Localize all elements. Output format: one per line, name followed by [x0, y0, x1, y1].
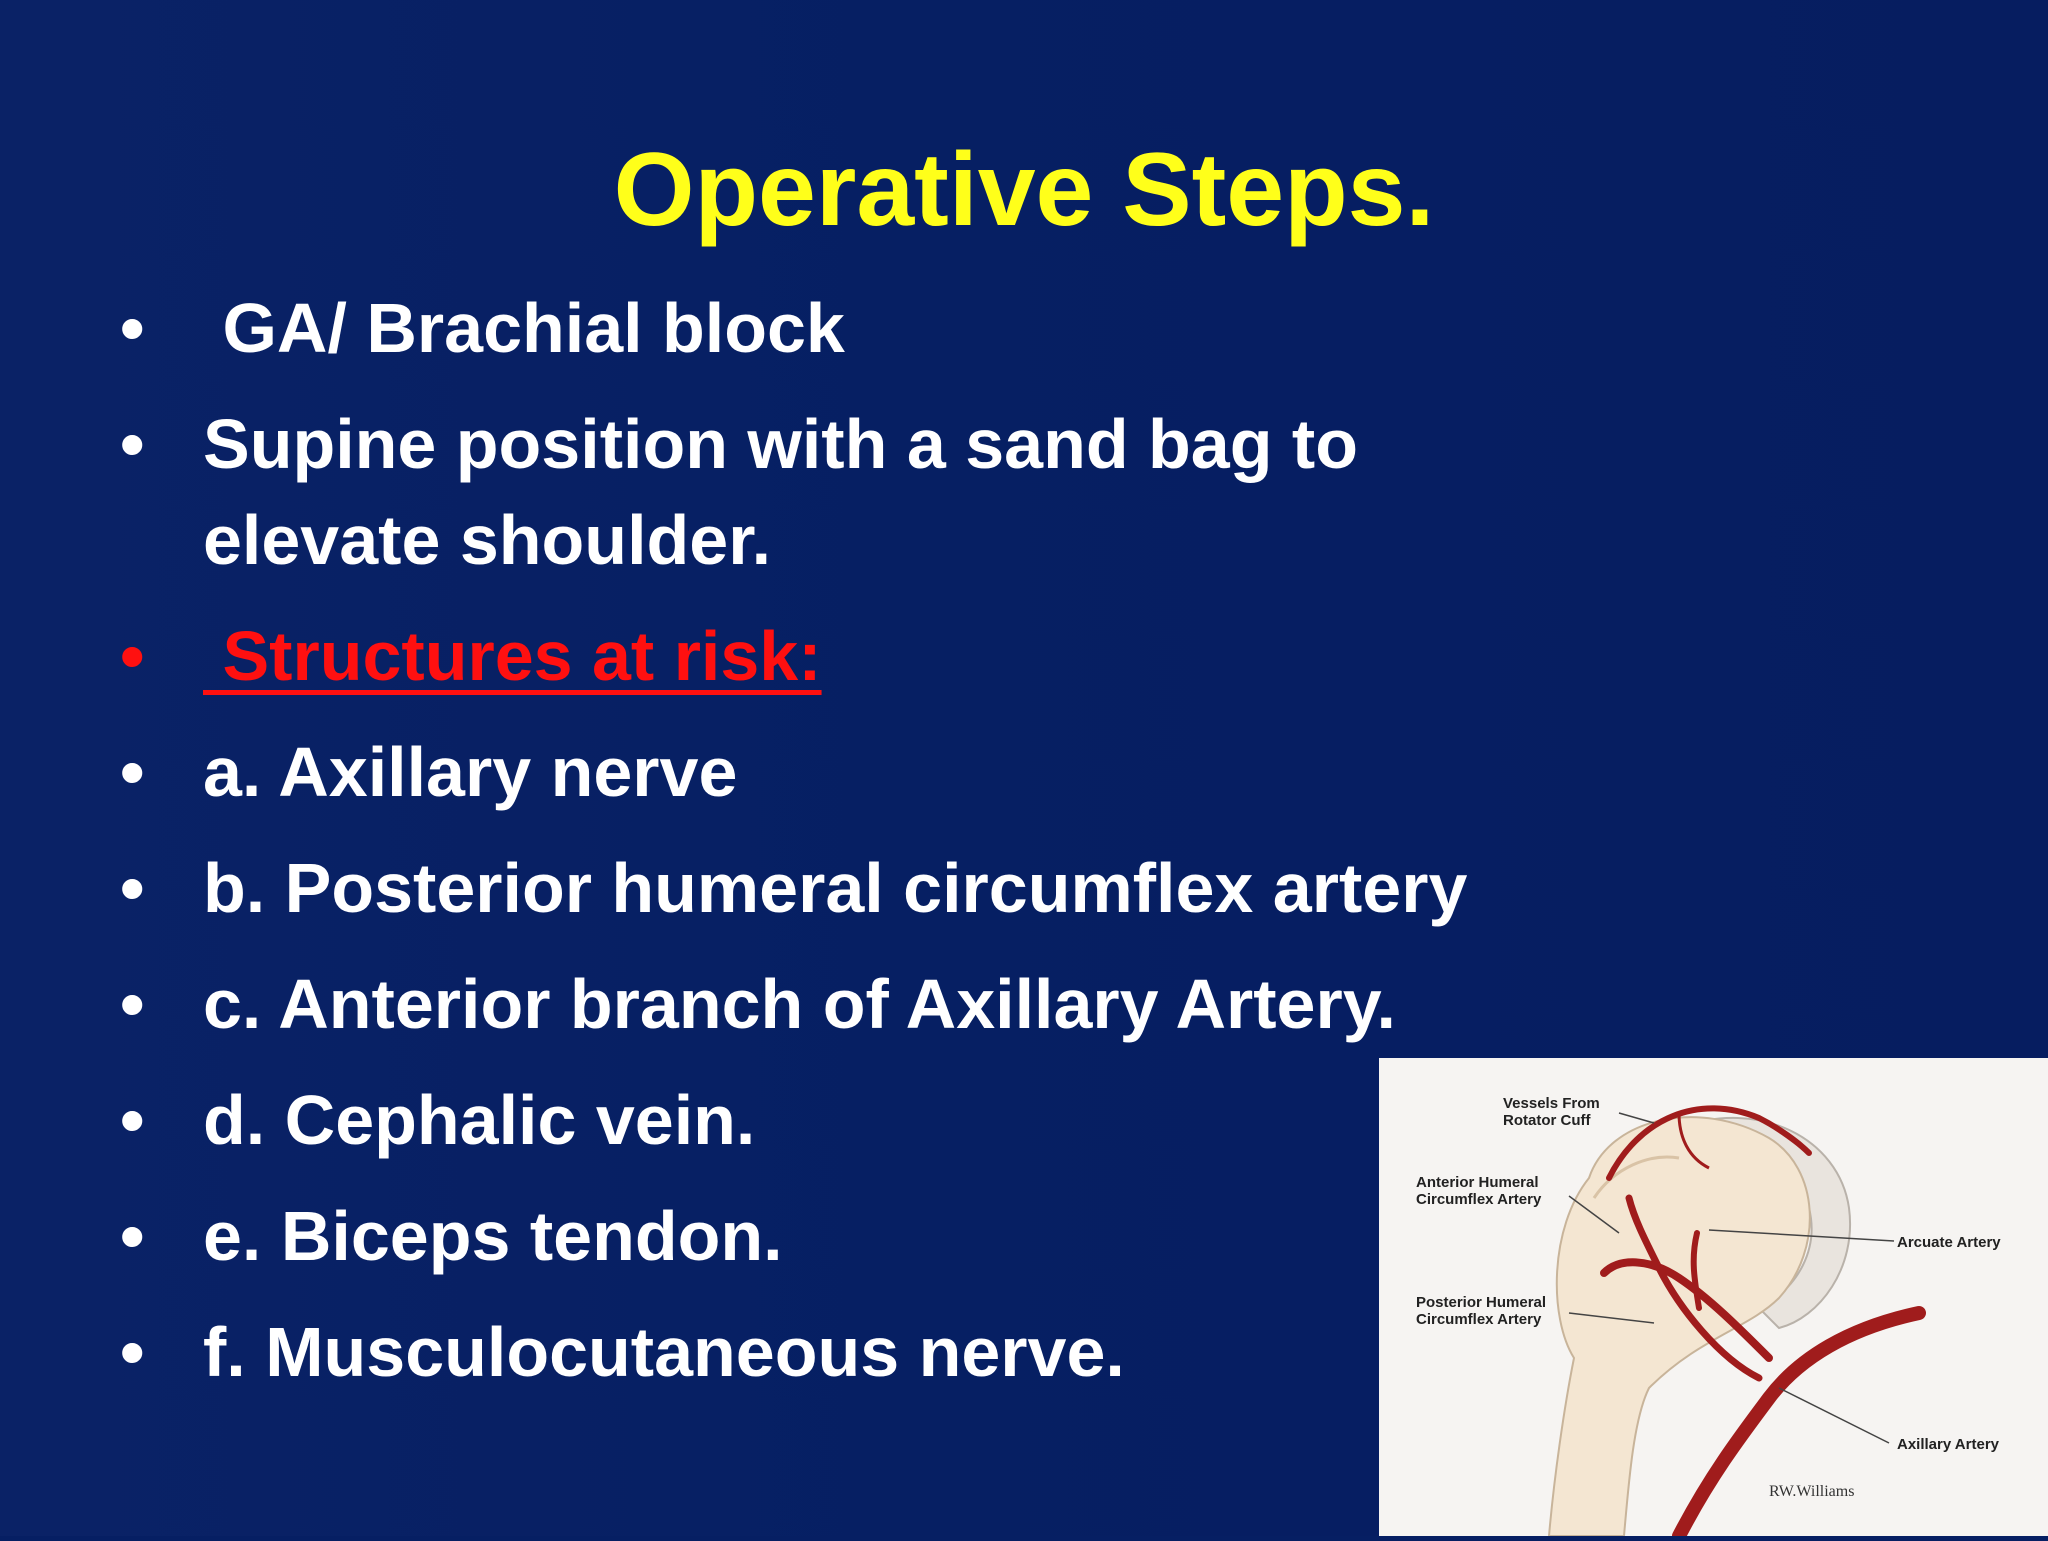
- bullet-musculocutaneous: [120, 1304, 1540, 1400]
- shoulder-anatomy-illustration: [1379, 1058, 2048, 1536]
- illustrator-signature: RW.Williams: [1769, 1483, 1855, 1500]
- bullet-cephalic-vein: [120, 1072, 1540, 1168]
- bullet-marker: •: [120, 1197, 145, 1275]
- bullet-text: b. Posterior humeral circumflex artery: [203, 849, 1468, 927]
- bullet-marker: •: [120, 1313, 145, 1391]
- bullet-structures-at-risk: [120, 608, 1540, 704]
- pointer-line: [1619, 1113, 1654, 1123]
- bullet-position: [120, 396, 1483, 588]
- bullet-marker: •: [120, 617, 145, 695]
- label-anterior-humeral: Anterior Humeral Circumflex Artery: [1416, 1174, 1542, 1208]
- label-posterior-humeral: Posterior Humeral Circumflex Artery: [1416, 1294, 1547, 1328]
- bullet-list: [120, 280, 1540, 1420]
- bullet-text: Supine position with a sand bag to elevate shoulder.: [203, 405, 1358, 579]
- slide-title: Operative Steps.: [613, 132, 1435, 248]
- label-vessels-rotator-cuff: Vessels From Rotator Cuff: [1503, 1095, 1600, 1129]
- bullet-marker: •: [120, 289, 145, 367]
- bullet-text: f. Musculocutaneous nerve.: [203, 1313, 1125, 1391]
- bullet-marker: •: [120, 965, 145, 1043]
- bullet-text: e. Biceps tendon.: [203, 1197, 783, 1275]
- bullet-marker: •: [120, 733, 145, 811]
- bullet-text: Structures at risk:: [203, 617, 822, 695]
- bullet-text: c. Anterior branch of Axillary Artery.: [203, 965, 1396, 1043]
- bullet-text: a. Axillary nerve: [203, 733, 738, 811]
- humerus-bone: [1549, 1117, 1810, 1536]
- label-axillary-artery: Axillary Artery: [1897, 1436, 1999, 1453]
- bullet-marker: •: [120, 405, 145, 483]
- label-arcuate-artery: Arcuate Artery: [1897, 1234, 2001, 1251]
- pointer-line: [1779, 1388, 1889, 1443]
- bullet-marker: •: [120, 849, 145, 927]
- bullet-text: d. Cephalic vein.: [203, 1081, 756, 1159]
- bullet-posterior-humeral: [120, 840, 1540, 936]
- bullet-axillary-nerve: [120, 724, 1540, 820]
- bullet-text: GA/ Brachial block: [203, 289, 845, 367]
- bullet-anterior-branch: [120, 956, 1540, 1052]
- bullet-anesthesia: [120, 280, 1540, 376]
- bullet-biceps-tendon: [120, 1188, 1540, 1284]
- bullet-marker: •: [120, 1081, 145, 1159]
